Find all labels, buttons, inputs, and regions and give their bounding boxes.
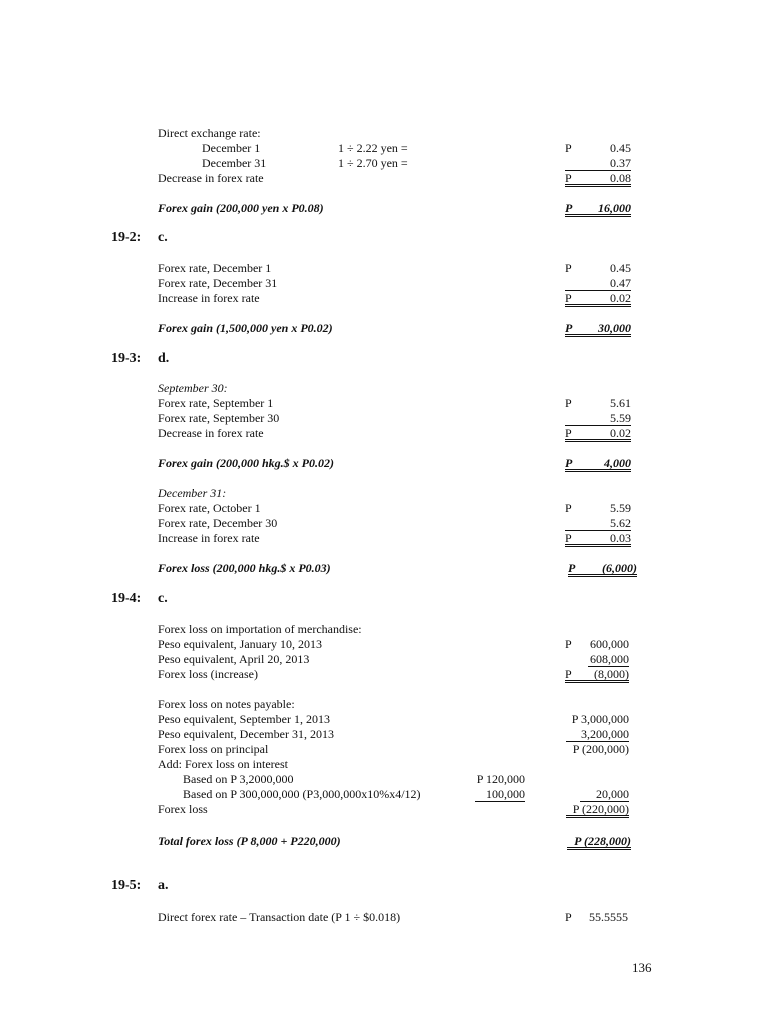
decrease-label: Decrease in forex rate [158, 171, 264, 185]
forex-gain-label: Forex gain (200,000 hkg.$ x P0.02) [158, 456, 335, 470]
double-underline [566, 815, 629, 818]
row-value: 0.03 [610, 531, 631, 545]
direct-exchange-rate-label: Direct exchange rate: [158, 126, 261, 140]
forex-gain-value: 16,000 [598, 201, 631, 215]
row-value: 608,000 [590, 652, 629, 666]
row-label: Forex loss on notes payable: [158, 697, 295, 711]
double-underline [565, 304, 631, 307]
row-value: 600,000 [590, 637, 629, 651]
row-label: Add: Forex loss on interest [158, 757, 288, 771]
row-value: P (200,000) [572, 742, 629, 756]
row-label: Forex rate, December 30 [158, 516, 278, 530]
question-number: 19-4: [111, 591, 142, 606]
answer-letter: d. [158, 351, 170, 366]
row-currency: P [565, 261, 572, 275]
dec1-currency: P [565, 141, 572, 155]
row-value: 5.59 [610, 411, 631, 425]
row-label: Decrease in forex rate [158, 426, 264, 440]
row-value: 5.59 [610, 501, 631, 515]
row-currency: P [565, 291, 572, 305]
decrease-value: 0.08 [610, 171, 631, 185]
subheading: December 31: [158, 486, 227, 500]
double-underline [565, 544, 631, 547]
row-value: 0.45 [610, 261, 631, 275]
row-label: Increase in forex rate [158, 531, 260, 545]
row-label: Peso equivalent, December 31, 2013 [158, 727, 334, 741]
row-value: 0.02 [610, 426, 631, 440]
forex-gain-value: 4,000 [604, 456, 631, 470]
row-label: Forex rate, December 1 [158, 261, 272, 275]
row-currency: P [565, 426, 572, 440]
forex-loss-value: (6,000) [602, 561, 637, 575]
row-mid-value: P 120,000 [476, 772, 525, 786]
dec1-calc: 1 ÷ 2.22 yen = [338, 141, 408, 155]
row-value: P (220,000) [572, 802, 629, 816]
row-value: 5.61 [610, 396, 631, 410]
row-value: 20,000 [596, 787, 629, 801]
row-label: Peso equivalent, January 10, 2013 [158, 637, 322, 651]
question-number: 19-5: [111, 878, 142, 893]
answer-letter: a. [158, 878, 169, 893]
question-number: 19-3: [111, 351, 142, 366]
underline [475, 801, 525, 802]
forex-gain-label: Forex gain (1,500,000 yen x P0.02) [158, 321, 333, 335]
row-currency: P [565, 501, 572, 515]
row-value: 5.62 [610, 516, 631, 530]
row-currency: P [565, 531, 572, 545]
dec31-calc: 1 ÷ 2.70 yen = [338, 156, 408, 170]
answer-letter: c. [158, 230, 168, 245]
row-label: Based on P 3,2000,000 [183, 772, 294, 786]
row-value: 3,200,000 [581, 727, 629, 741]
forex-loss-label: Forex loss (200,000 hkg.$ x P0.03) [158, 561, 331, 575]
answer-letter: c. [158, 591, 168, 606]
double-underline [568, 574, 637, 577]
row-currency: P [565, 637, 572, 651]
page-number: 136 [632, 960, 652, 975]
subheading: September 30: [158, 381, 228, 395]
double-underline [567, 847, 631, 850]
row-label: Forex loss on principal [158, 742, 269, 756]
row-value: (8,000) [594, 667, 629, 681]
row-currency: P [565, 396, 572, 410]
double-underline [565, 469, 631, 472]
question-number: 19-2: [111, 230, 142, 245]
row-label: Forex rate, December 31 [158, 276, 278, 290]
row-label: Peso equivalent, April 20, 2013 [158, 652, 310, 666]
row-value: P 3,000,000 [571, 712, 629, 726]
forex-gain-currency: P [565, 456, 573, 470]
row-label: Forex rate, September 1 [158, 396, 274, 410]
row-currency: P [565, 667, 572, 681]
total-forex-loss-label: Total forex loss (P 8,000 + P220,000) [158, 834, 341, 848]
double-underline [565, 680, 629, 683]
double-underline [565, 439, 631, 442]
forex-loss-currency: P [568, 561, 576, 575]
row-label: Direct forex rate – Transaction date (P 1 ÷ $0.018) [158, 910, 401, 924]
double-underline [565, 214, 631, 217]
forex-gain-currency: P [565, 201, 573, 215]
row-value: 0.02 [610, 291, 631, 305]
row-label: Peso equivalent, September 1, 2013 [158, 712, 330, 726]
double-underline [565, 184, 631, 187]
row-label: Forex rate, October 1 [158, 501, 261, 515]
row-mid-value: 100,000 [486, 787, 525, 801]
decrease-currency: P [565, 171, 572, 185]
forex-gain-currency: P [565, 321, 573, 335]
row-value: 55.5555 [589, 910, 628, 924]
dec1-value: 0.45 [610, 141, 631, 155]
row-label: Forex loss on importation of merchandise: [158, 622, 362, 636]
dec31-value: 0.37 [610, 156, 631, 170]
total-forex-loss-value: P (228,000) [574, 834, 631, 848]
forex-gain-value: 30,000 [598, 321, 631, 335]
forex-gain-label: Forex gain (200,000 yen x P0.08) [158, 201, 324, 215]
dec1-label: December 1 [202, 141, 261, 155]
dec31-label: December 31 [202, 156, 267, 170]
double-underline [565, 334, 631, 337]
row-label: Based on P 300,000,000 (P3,000,000x10%x4/12) [183, 787, 421, 801]
row-label: Forex loss (increase) [158, 667, 258, 681]
row-currency: P [565, 910, 572, 924]
row-label: Forex rate, September 30 [158, 411, 280, 425]
row-value: 0.47 [610, 276, 631, 290]
row-label: Forex loss [158, 802, 208, 816]
row-label: Increase in forex rate [158, 291, 260, 305]
